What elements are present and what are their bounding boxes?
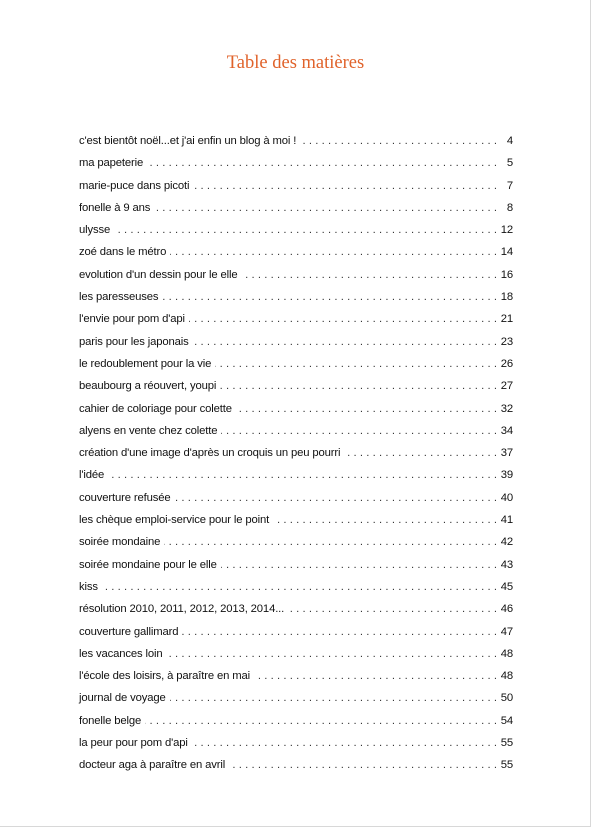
toc-entry-label: ma papeterie: [79, 157, 144, 170]
toc-entry[interactable]: [79, 197, 513, 219]
toc-entry-label: la peur pour pom d'api: [79, 737, 188, 750]
toc-dot-leader: [170, 687, 497, 709]
toc-entry-label: soirée mondaine pour le elle: [79, 558, 217, 571]
toc-entry[interactable]: [79, 130, 513, 152]
toc-dot-leader: [147, 152, 497, 174]
toc-entry-page-number: 45: [500, 580, 513, 593]
toc-dot-leader: [193, 175, 497, 197]
toc-entry-page-number: 41: [500, 514, 513, 527]
toc-dot-leader: [241, 264, 497, 286]
toc-dot-leader: [154, 197, 497, 219]
toc-entry-page-number: 12: [500, 224, 513, 237]
toc-entry-page-number: 40: [500, 491, 513, 504]
toc-entry-label: journal de voyage: [79, 692, 166, 705]
toc-entry[interactable]: [79, 621, 513, 643]
toc-entry-page-number: 26: [500, 357, 513, 370]
toc-entry-label: l'envie pour pom d'api: [79, 313, 185, 326]
toc-dot-leader: [288, 598, 497, 620]
toc-dot-leader: [102, 576, 497, 598]
toc-dot-leader: [229, 754, 497, 776]
toc-dot-leader: [182, 621, 497, 643]
toc-entry[interactable]: [79, 509, 513, 531]
toc-entry-page-number: 8: [506, 201, 513, 214]
toc-dot-leader: [189, 308, 497, 330]
toc-entry[interactable]: [79, 464, 513, 486]
toc-entry[interactable]: [79, 331, 513, 353]
toc-dot-leader: [193, 331, 497, 353]
toc-entry-page-number: 21: [500, 313, 513, 326]
toc-dot-leader: [236, 398, 497, 420]
toc-entry[interactable]: [79, 710, 513, 732]
toc-entry-page-number: 55: [500, 737, 513, 750]
toc-dot-leader: [170, 241, 497, 263]
toc-entry-page-number: 14: [500, 246, 513, 259]
toc-dot-leader: [273, 509, 497, 531]
toc-dot-leader: [162, 286, 497, 308]
toc-entry-page-number: 32: [500, 402, 513, 415]
toc-entry-page-number: 18: [500, 291, 513, 304]
toc-entry-page-number: 50: [500, 692, 513, 705]
toc-entry-label: evolution d'un dessin pour le elle: [79, 268, 238, 281]
toc-entry[interactable]: [79, 353, 513, 375]
toc-dot-leader: [114, 219, 497, 241]
toc-entry-page-number: 27: [500, 380, 513, 393]
toc-entry-label: beaubourg a réouvert, youpi: [79, 380, 217, 393]
toc-entry-label: résolution 2010, 2011, 2012, 2013, 2014...: [79, 603, 285, 616]
toc-entry-page-number: 4: [506, 135, 513, 147]
toc-dot-leader: [166, 643, 497, 665]
toc-entry-label: alyens en vente chez colette: [79, 424, 218, 437]
toc-dot-leader: [164, 531, 497, 553]
toc-entry-label: kiss: [79, 580, 98, 593]
toc-dot-leader: [254, 665, 497, 687]
toc-entry-page-number: 23: [500, 335, 513, 348]
toc-dot-leader: [145, 710, 497, 732]
toc-entry-page-number: 7: [506, 179, 513, 192]
toc-entry[interactable]: [79, 531, 513, 553]
toc-entry-label: fonelle à 9 ans: [79, 201, 151, 214]
toc-entry-page-number: 43: [500, 558, 513, 571]
toc-dot-leader: [108, 464, 497, 486]
toc-entry-page-number: 39: [500, 469, 513, 482]
toc-entry-page-number: 37: [500, 447, 513, 460]
toc-entry[interactable]: [79, 286, 513, 308]
toc-entry[interactable]: [79, 398, 513, 420]
toc-entry[interactable]: [79, 487, 513, 509]
toc-dot-leader: [221, 554, 497, 576]
toc-entry[interactable]: [79, 554, 513, 576]
toc-entry-label: docteur aga à paraître en avril: [79, 759, 226, 772]
toc-entry[interactable]: [79, 420, 513, 442]
toc-dot-leader: [221, 420, 497, 442]
toc-dot-leader: [300, 130, 497, 152]
toc-entry[interactable]: [79, 442, 513, 464]
toc-entry-label: paris pour les japonais: [79, 335, 189, 348]
toc-dot-leader: [220, 375, 497, 397]
toc-list: [79, 130, 513, 777]
toc-entry-label: fonelle belge: [79, 714, 142, 727]
toc-entry-page-number: 42: [500, 536, 513, 549]
toc-entry-label: les paresseuses: [79, 291, 159, 304]
toc-entry-page-number: 47: [500, 625, 513, 638]
toc-entry[interactable]: [79, 598, 513, 620]
toc-entry-page-number: 48: [500, 670, 513, 683]
toc-entry-label: les vacances loin: [79, 647, 163, 660]
toc-entry-label: couverture refusée: [79, 491, 171, 504]
toc-entry-label: l'idée: [79, 469, 105, 482]
toc-entry-label: couverture gallimard: [79, 625, 179, 638]
toc-entry-page-number: 5: [506, 157, 513, 170]
toc-entry-page-number: 34: [500, 424, 513, 437]
toc-entry[interactable]: [79, 665, 513, 687]
toc-entry[interactable]: [79, 687, 513, 709]
toc-entry[interactable]: [79, 732, 513, 754]
toc-entry-label: cahier de coloriage pour colette: [79, 402, 232, 415]
toc-entry[interactable]: [79, 219, 513, 241]
toc-entry[interactable]: [79, 152, 513, 174]
toc-entry-page-number: 48: [500, 647, 513, 660]
toc-entry[interactable]: [79, 175, 513, 197]
toc-entry[interactable]: [79, 375, 513, 397]
toc-entry-label: les chèque emploi-service pour le point: [79, 514, 270, 527]
toc-entry-label: c'est bientôt noël...et j'ai enfin un blog à moi !: [79, 135, 297, 147]
toc-entry[interactable]: [79, 264, 513, 286]
toc-dot-leader: [192, 732, 497, 754]
toc-entry-page-number: 16: [500, 268, 513, 281]
toc-entry-page-number: 46: [500, 603, 513, 616]
toc-entry-label: soirée mondaine: [79, 536, 161, 549]
toc-dot-leader: [215, 353, 497, 375]
toc-entry[interactable]: [79, 241, 513, 263]
toc-entry-label: zoé dans le métro: [79, 246, 167, 259]
toc-entry-page-number: 54: [500, 714, 513, 727]
toc-entry-label: ulysse: [79, 224, 111, 237]
toc-title: Table des matières: [226, 53, 365, 73]
toc-entry[interactable]: [79, 643, 513, 665]
toc-entry-page-number: 55: [500, 759, 513, 772]
toc-entry-label: l'école des loisirs, à paraître en mai: [79, 670, 251, 683]
toc-entry[interactable]: [79, 754, 513, 776]
toc-entry[interactable]: [79, 308, 513, 330]
toc-dot-leader: [344, 442, 497, 464]
toc-entry-label: marie-puce dans picoti: [79, 179, 190, 192]
toc-entry[interactable]: [79, 576, 513, 598]
toc-dot-leader: [175, 487, 498, 509]
toc-entry-label: création d'une image d'après un croquis un peu pourri: [79, 447, 341, 460]
toc-entry-label: le redoublement pour la vie: [79, 357, 212, 370]
